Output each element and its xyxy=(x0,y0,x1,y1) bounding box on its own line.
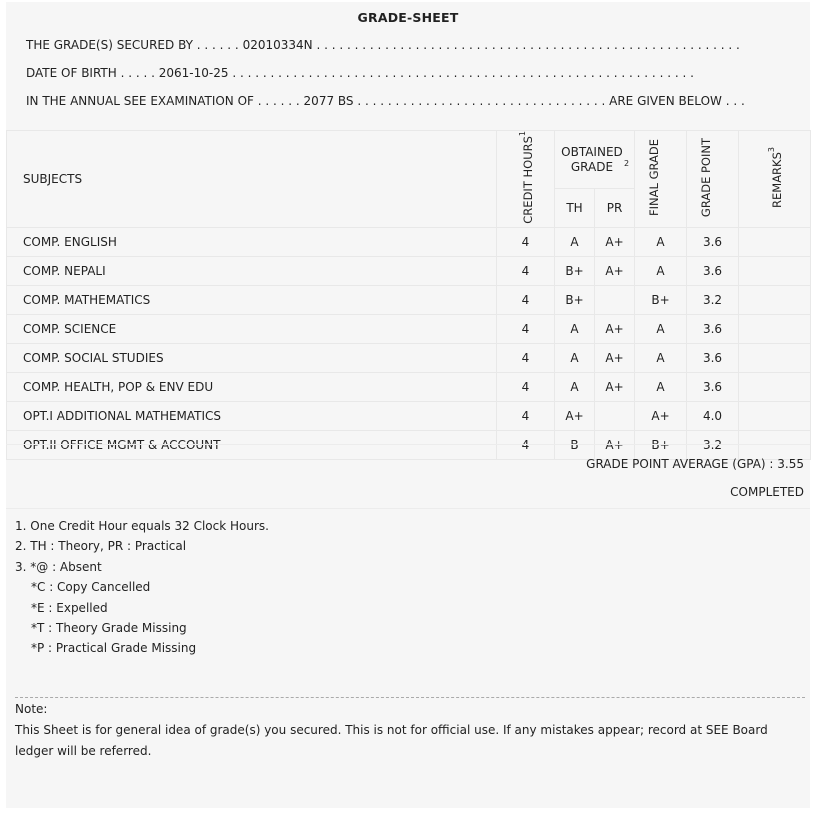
final-grade-cell: A xyxy=(635,227,687,256)
table-row xyxy=(7,372,811,401)
th-grade-cell: A+ xyxy=(555,401,595,430)
footnote: 3. *@ : Absent xyxy=(15,559,102,574)
remarks-cell xyxy=(739,285,811,314)
dob-line xyxy=(26,66,694,80)
grade-table xyxy=(6,130,811,460)
grade-point-header: GRADE POINT xyxy=(687,131,739,228)
grade-point-cell: 3.6 xyxy=(687,343,739,372)
remarks-cell xyxy=(739,343,811,372)
credit-hours-header: CREDIT HOURS$^1$ xyxy=(497,131,555,228)
th-header: TH xyxy=(555,189,595,227)
credit-cell: 4 xyxy=(497,314,555,343)
footnote-code: *E : Expelled xyxy=(31,600,108,615)
pr-grade-cell: A+ xyxy=(595,314,635,343)
grade-point-cell: 3.2 xyxy=(687,285,739,314)
footnote-code: *P : Practical Grade Missing xyxy=(31,641,197,656)
credit-cell: 4 xyxy=(497,256,555,285)
final-grade-cell: A xyxy=(635,256,687,285)
exam-line xyxy=(26,94,745,108)
exam-dots: . . . . . . . . . . . . . . . . . . . . . . . . . . . . . . . . . ARE GIVEN BELOW . . . xyxy=(357,94,745,108)
final-grade-header: FINAL GRADE xyxy=(635,131,687,228)
remarks-cell xyxy=(739,372,811,401)
table-row xyxy=(7,401,811,430)
th-grade-cell: B+ xyxy=(555,256,595,285)
grade-point-cell: 3.6 xyxy=(687,314,739,343)
note-text: This Sheet is for general idea of grade(s) you secured. This is not for official use. If any mistakes appear; record at SEE Board ledger will be referred. xyxy=(15,723,768,758)
page-title: GRADE-SHEET xyxy=(357,10,459,25)
note-heading: Note: xyxy=(15,702,48,716)
pr-grade-cell: A+ xyxy=(595,343,635,372)
subject-cell: COMP. SOCIAL STUDIES xyxy=(7,343,497,372)
dashed-divider xyxy=(15,697,805,698)
dob-dots: . . . . . . . . . . . . . . . . . . . . . . . . . . . . . . . . . . . . . . . . . . . . . . . . . . . . . . . . . . . . . xyxy=(232,66,694,80)
subject-cell: COMP. SCIENCE xyxy=(7,314,497,343)
subjects-header: SUBJECTS xyxy=(7,131,497,228)
final-grade-cell: B+ xyxy=(635,285,687,314)
symbol-number: 02010334N xyxy=(242,38,313,52)
remarks-cell xyxy=(739,227,811,256)
remarks-cell xyxy=(739,256,811,285)
th-grade-cell: B xyxy=(555,430,595,459)
secured-by-line xyxy=(26,38,740,52)
obtained-grade-header: OBTAINED GRADE $^2$ xyxy=(555,131,635,189)
table-row xyxy=(7,314,811,343)
grade-point-cell: 3.2 xyxy=(687,430,739,459)
credit-cell: 4 xyxy=(497,285,555,314)
th-grade-cell: B+ xyxy=(555,285,595,314)
grade-point-cell: 3.6 xyxy=(687,227,739,256)
table-row xyxy=(7,227,811,256)
remarks-cell xyxy=(739,401,811,430)
th-grade-cell: A xyxy=(555,343,595,372)
exam-label: IN THE ANNUAL SEE EXAMINATION OF . . . . . . xyxy=(26,94,300,108)
final-grade-cell: A+ xyxy=(635,401,687,430)
credit-cell: 4 xyxy=(497,343,555,372)
footnote: 2. TH : Theory, PR : Practical xyxy=(15,539,187,554)
subject-cell: OPT.I ADDITIONAL MATHEMATICS xyxy=(7,401,497,430)
grade-point-cell: 3.6 xyxy=(687,256,739,285)
credit-cell: 4 xyxy=(497,401,555,430)
subject-cell: COMP. MATHEMATICS xyxy=(7,285,497,314)
pr-grade-cell: A+ xyxy=(595,372,635,401)
pr-grade-cell: A+ xyxy=(595,227,635,256)
divider xyxy=(6,508,810,509)
pr-grade-cell: A+ xyxy=(595,256,635,285)
subject-cell: COMP. NEPALI xyxy=(7,256,497,285)
remarks-header: REMARKS$^3$ xyxy=(739,131,811,228)
credit-cell: 4 xyxy=(497,227,555,256)
credit-cell: 4 xyxy=(497,372,555,401)
subject-cell: COMP. ENGLISH xyxy=(7,227,497,256)
grade-point-cell: 4.0 xyxy=(687,401,739,430)
th-grade-cell: A xyxy=(555,314,595,343)
exam-year: 2077 BS xyxy=(303,94,354,108)
final-grade-cell: A xyxy=(635,372,687,401)
footnote-code: *C : Copy Cancelled xyxy=(31,580,151,595)
th-grade-cell: A xyxy=(555,227,595,256)
pr-grade-cell xyxy=(595,285,635,314)
dob-value: 2061-10-25 xyxy=(158,66,229,80)
final-grade-cell: A xyxy=(635,314,687,343)
table-row xyxy=(7,256,811,285)
grade-point-cell: 3.6 xyxy=(687,372,739,401)
footnote-code: *T : Theory Grade Missing xyxy=(31,620,187,635)
subject-cell: OPT.II OFFICE MGMT & ACCOUNT xyxy=(7,430,497,459)
th-grade-cell: A xyxy=(555,372,595,401)
footnote: 1. One Credit Hour equals 32 Clock Hours. xyxy=(15,519,269,533)
grade-sheet xyxy=(6,2,810,808)
pr-grade-cell xyxy=(595,401,635,430)
subject-cell: COMP. HEALTH, POP & ENV EDU xyxy=(7,372,497,401)
dob-label: DATE OF BIRTH . . . . . xyxy=(26,66,155,80)
secured-by-label: THE GRADE(S) SECURED BY . . . . . . xyxy=(26,38,239,52)
status-text: COMPLETED xyxy=(730,485,804,499)
final-grade-cell: A xyxy=(635,343,687,372)
footnotes xyxy=(15,516,269,659)
table-row xyxy=(7,285,811,314)
table-row xyxy=(7,343,811,372)
final-grade-cell: B+ xyxy=(635,430,687,459)
secured-by-dots: . . . . . . . . . . . . . . . . . . . . . . . . . . . . . . . . . . . . . . . . . . . . . . . . . . . . . . . . xyxy=(316,38,740,52)
pr-header: PR xyxy=(595,189,635,227)
gpa-value: GRADE POINT AVERAGE (GPA) : 3.55 xyxy=(586,457,804,471)
table-header-row xyxy=(7,131,811,189)
pr-grade-cell: A+ xyxy=(595,430,635,459)
remarks-cell xyxy=(739,314,811,343)
credit-cell: 4 xyxy=(497,430,555,459)
divider xyxy=(6,444,810,445)
